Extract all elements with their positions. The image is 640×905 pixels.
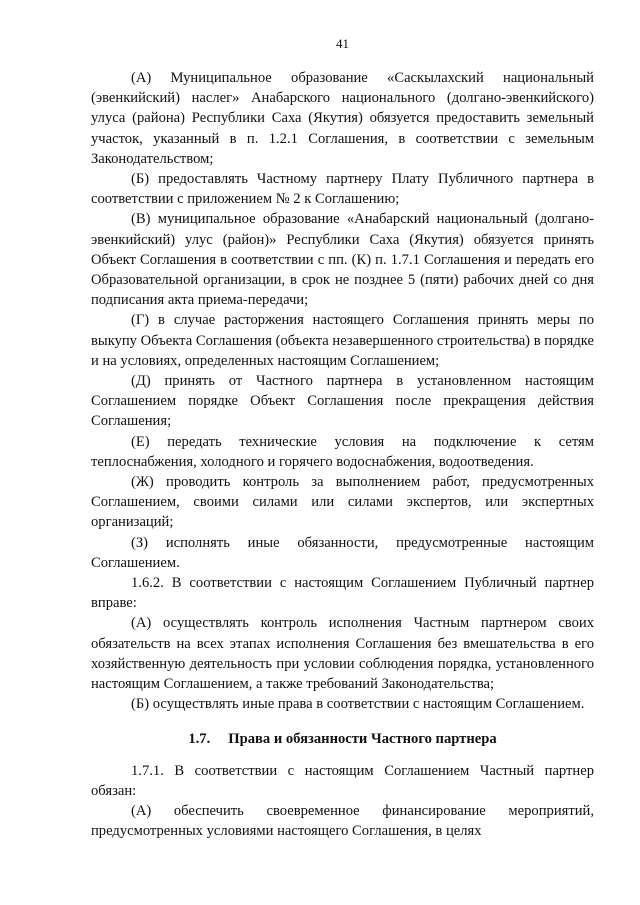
section-title: Права и обязанности Частного партнера <box>228 730 497 747</box>
clause-1-6-2: 1.6.2. В соответствии с настоящим Соглашением Публичный партнер вправе: <box>91 575 594 612</box>
paragraph-g-termination: (Г) в случае расторжения настоящего Соглашения принять меры по выкупу Объекта Соглашения (объекта незавершенного строительства) в порядке и на условиях, определенных настоящим Соглашением; <box>91 312 594 369</box>
paragraph-a-monitor-execution: (А) осуществлять контроль исполнения Частным партнером своих обязательств на всех этапах исполнения Соглашения без вмешательства в его хозяйственную деятельность при условии соблюдения порядка, установленного настоящим Соглашением, а также требований Законодательства; <box>91 615 594 693</box>
clause-1-7-1: 1.7.1. В соответствии с настоящим Соглашением Частный партнер обязан: <box>91 762 594 799</box>
paragraph-b-payment: (Б) предоставлять Частному партнеру Плату Публичного партнера в соответствии с приложением № 2 к Соглашению; <box>91 171 594 208</box>
section-heading <box>91 729 594 749</box>
paragraph-z-other-duties: (З) исполнять иные обязанности, предусмотренные настоящим Соглашением. <box>91 534 594 571</box>
paragraph-v-accept-object: (В) муниципальное образование «Анабарский национальный (долгано-эвенкийский) улус (район)» Республики Саха (Якутия) обязуется принять Объект Соглашения в соответствии с пп. (К) п. 1.7.1 Соглашения и передать его Образовательной организации, в срок не позднее 5 (пяти) рабочих дней со дня подписания акта приема-передачи; <box>91 211 594 309</box>
paragraph-b-other-rights: (Б) осуществлять иные права в соответствии с настоящим Соглашением. <box>131 696 585 713</box>
paragraph-zh-control: (Ж) проводить контроль за выполнением работ, предусмотренных Соглашением, своими силами или силами экспертов, или экспертных организаций; <box>91 474 594 531</box>
paragraph-a-municipal-land: (А) Муниципальное образование «Саскылахский национальный (эвенкийский) наслег» Анабарского национального (долгано-эвенкийского) улуса (района) Республики Саха (Якутия) обязуется предоставить земельный участок, указанный в п. 1.2.1 Соглашения, в соответствии с земельным Законодательством; <box>91 70 594 167</box>
page-number: 41 <box>336 36 349 51</box>
section-number: 1.7. <box>188 730 211 747</box>
paragraph-e-technical-conditions: (Е) передать технические условия на подключение к сетям теплоснабжения, холодного и горячего водоснабжения, водоотведения. <box>91 433 594 470</box>
paragraph-d-accept-after-termination: (Д) принять от Частного партнера в установленном настоящим Соглашением порядке Объект Соглашения после прекращения действия Соглашения; <box>91 373 594 430</box>
paragraph-a-financing: (А) обеспечить своевременное финансирование мероприятий, предусмотренных условиями настоящего Соглашения, в целях <box>91 803 594 840</box>
